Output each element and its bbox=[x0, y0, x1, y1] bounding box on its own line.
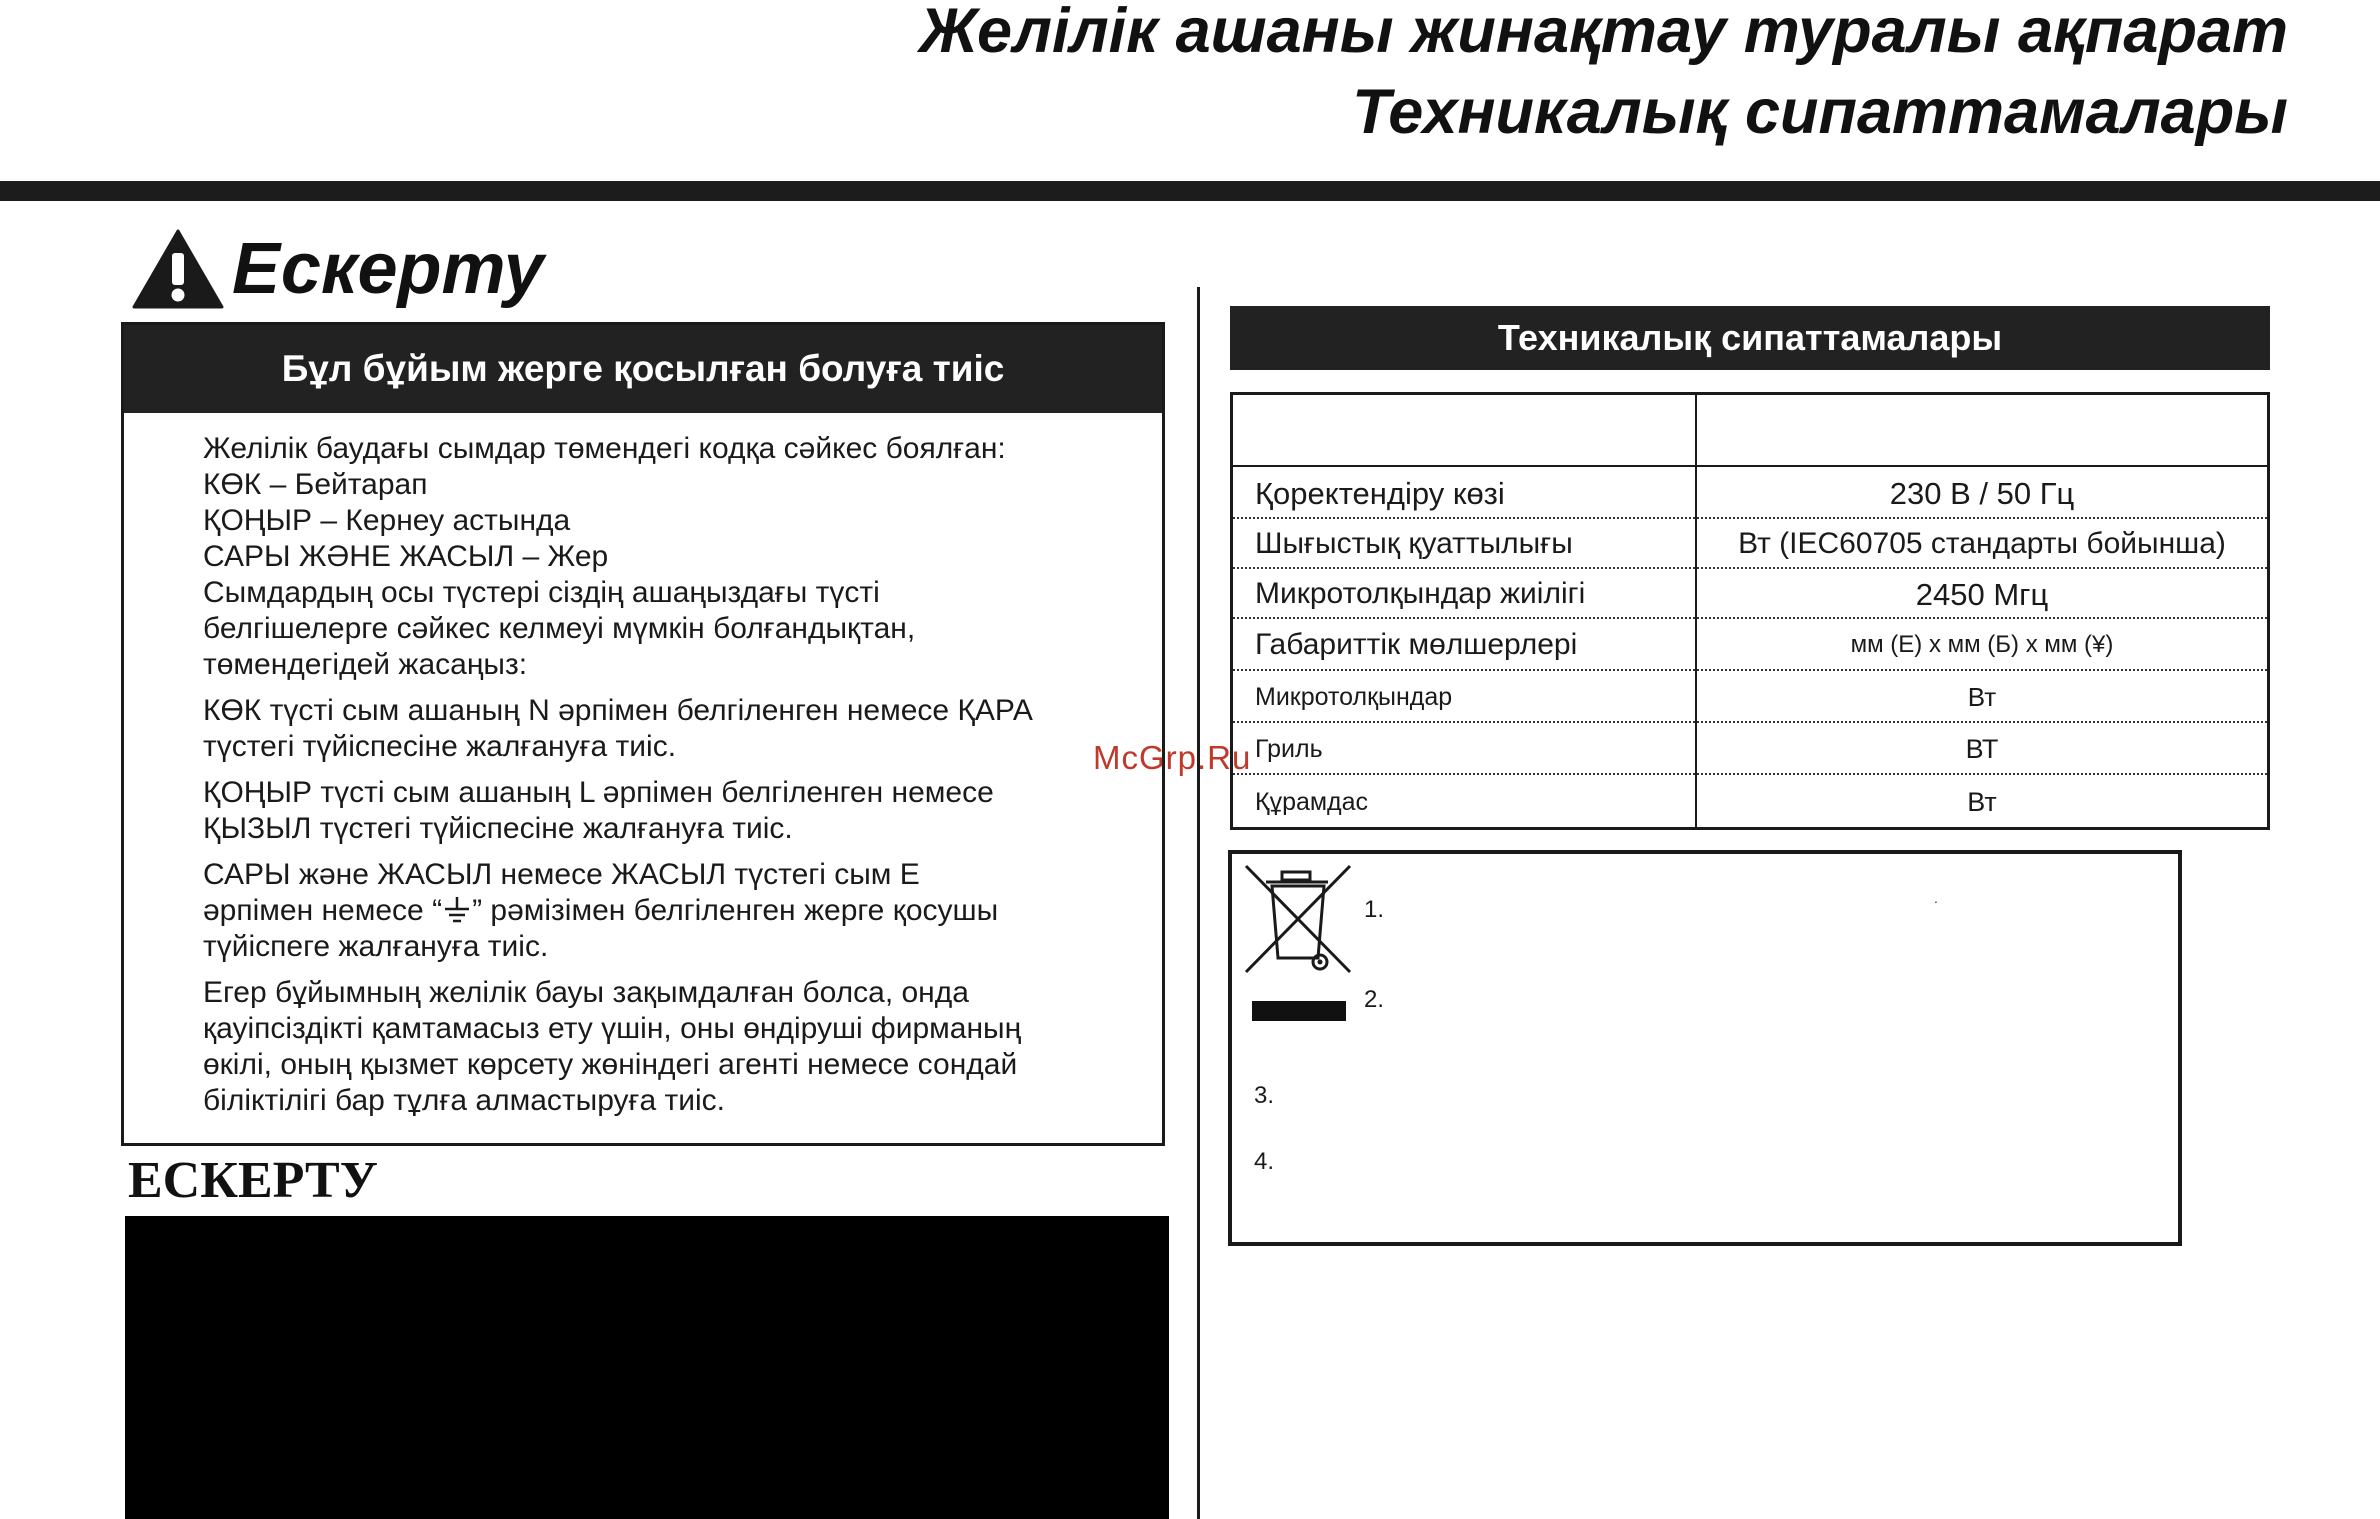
ground-symbol-icon bbox=[442, 895, 472, 925]
ground-para-line3: түйіспеге жалғануға тиіс. bbox=[203, 930, 549, 963]
ground-para-line2 bbox=[203, 893, 1143, 929]
paragraph-line: Егер бұйымның желілік бауы зақымдалған болса, онда bbox=[203, 976, 969, 1009]
row-separator bbox=[1233, 465, 2267, 467]
spec-label: Шығыстық қуаттылығы bbox=[1255, 527, 1573, 560]
grounding-box bbox=[121, 322, 1165, 1146]
warning-heading bbox=[132, 228, 544, 310]
paragraph bbox=[203, 431, 1143, 683]
specs-row bbox=[1233, 721, 2267, 773]
paragraph-line: КӨК түсті сым ашаның N әрпімен белгіленген немесе ҚАРА bbox=[203, 694, 1033, 727]
spec-value: Вт bbox=[1967, 682, 1997, 712]
warning-triangle-icon bbox=[132, 229, 224, 309]
row-separator bbox=[1233, 517, 2267, 519]
row-separator bbox=[1233, 773, 2267, 775]
black-block bbox=[125, 1216, 1169, 1519]
paragraph-line: түстегі түйіспесіне жалғануға тиіс. bbox=[203, 730, 677, 763]
crossed-bin-icon bbox=[1242, 862, 1354, 982]
disposal-item-2: 2. bbox=[1364, 986, 1385, 1013]
spec-value: Вт bbox=[1967, 787, 1997, 817]
paragraph-line: біліктілігі бар тұлға алмастыруға тиіс. bbox=[203, 1084, 726, 1117]
wiring-paragraphs bbox=[203, 431, 1143, 847]
specs-row bbox=[1233, 517, 2267, 567]
cord-replacement-paragraph bbox=[203, 975, 1143, 1119]
paragraph-line: КӨК – Бейтарап bbox=[203, 468, 428, 501]
paragraph-line: өкілі, оның қызмет көрсету жөніндегі агенті немесе сондай bbox=[203, 1048, 1018, 1081]
row-separator bbox=[1233, 721, 2267, 723]
spec-label: Қоректендіру көзі bbox=[1255, 476, 1505, 511]
column-divider bbox=[1197, 287, 1200, 1519]
black-bar-symbol bbox=[1252, 1001, 1346, 1021]
page-title-line1: Желілік ашаны жинақтау туралы ақпарат bbox=[919, 0, 2288, 66]
second-warning-title: ЕСКЕРТУ bbox=[128, 1152, 378, 1209]
specs-row bbox=[1233, 617, 2267, 669]
spec-label: Микротолқындар жиілігі bbox=[1255, 577, 1586, 610]
spec-label: Гриль bbox=[1255, 735, 1323, 763]
header-rule bbox=[0, 181, 2380, 201]
grounding-text bbox=[203, 431, 1143, 1119]
spec-label: Габариттік мөлшерлері bbox=[1255, 628, 1578, 661]
paragraph-line: төмендегідей жасаңыз: bbox=[203, 648, 528, 681]
disposal-dot: . bbox=[1934, 890, 1938, 906]
paragraph bbox=[203, 775, 1143, 847]
ground-para-line2-start: әрпімен немесе “ bbox=[203, 894, 443, 927]
paragraph-line: ҚОҢЫР түсті сым ашаның L әрпімен белгіленген немесе bbox=[203, 776, 994, 809]
paragraph-line: САРЫ ЖӘНЕ ЖАСЫЛ – Жер bbox=[203, 540, 609, 573]
ground-para-line2-end: ” рәмізімен белгіленген жерге қосушы bbox=[472, 894, 999, 927]
ground-para-line1: САРЫ және ЖАСЫЛ немесе ЖАСЫЛ түстегі сым Е bbox=[203, 858, 920, 891]
specs-heading: Техникалық сипаттамалары bbox=[1230, 306, 2270, 370]
spec-label: Құрамдас bbox=[1255, 788, 1369, 816]
specs-row bbox=[1233, 465, 2267, 517]
specs-header-row bbox=[1233, 395, 2267, 465]
disposal-box bbox=[1228, 850, 2182, 1246]
row-separator bbox=[1233, 617, 2267, 619]
paragraph-line: ҚОҢЫР – Кернеу астында bbox=[203, 504, 571, 537]
disposal-item-3: 3. bbox=[1254, 1082, 1275, 1109]
paragraph-line: белгішелерге сәйкес келмеуі мүмкін болғандықтан, bbox=[203, 612, 916, 645]
specs-table bbox=[1230, 392, 2270, 830]
paragraph-line: қауіпсіздікті қамтамасыз ету үшін, оны өндіруші фирманың bbox=[203, 1012, 1022, 1045]
spec-value: мм (Е) х мм (Б) х мм (¥) bbox=[1850, 631, 2114, 658]
paragraph-line: Сымдардың осы түстері сіздің ашаңыздағы түсті bbox=[203, 576, 880, 609]
spec-label: Микротолқындар bbox=[1255, 683, 1453, 711]
page-title-line2: Техникалық сипаттамалары bbox=[1352, 77, 2288, 147]
specs-row bbox=[1233, 567, 2267, 617]
spec-value: ВТ bbox=[1965, 734, 1999, 764]
paragraph bbox=[203, 693, 1143, 765]
spec-value: 230 В / 50 Гц bbox=[1889, 476, 2075, 511]
spec-value: 2450 Мгц bbox=[1915, 577, 2049, 612]
paragraph-line: ҚЫЗЫЛ түстегі түйіспесіне жалғануға тиіс. bbox=[203, 812, 793, 845]
warning-title: Ескерту bbox=[232, 229, 544, 309]
spec-value: Вт (IEC60705 стандарты бойынша) bbox=[1738, 527, 2226, 560]
specs-row bbox=[1233, 773, 2267, 827]
row-separator bbox=[1233, 669, 2267, 671]
watermark: McGrp.Ru bbox=[1093, 739, 1252, 776]
disposal-item-4: 4. bbox=[1254, 1148, 1275, 1175]
row-separator bbox=[1233, 567, 2267, 569]
paragraph-line: Желілік баудағы сымдар төмендегі кодқа сәйкес боялған: bbox=[203, 432, 1006, 465]
disposal-item-1: 1. bbox=[1364, 896, 1385, 923]
ground-paragraph bbox=[203, 857, 1143, 965]
grounding-heading: Бұл бұйым жерге қосылған болуға тиіс bbox=[124, 325, 1162, 413]
specs-row bbox=[1233, 669, 2267, 721]
